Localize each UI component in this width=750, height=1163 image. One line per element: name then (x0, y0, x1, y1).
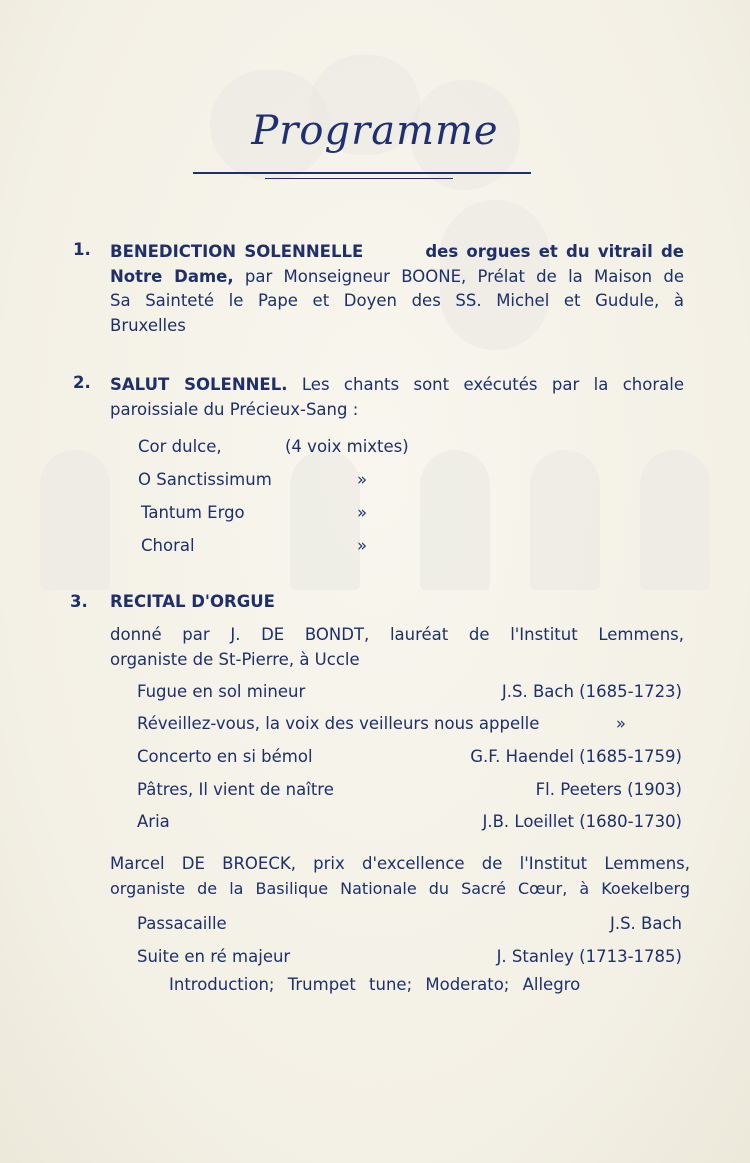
piece-composer: G.F. Haendel (1685-1759) (470, 747, 682, 766)
piece-title: Réveillez-vous, la voix des veilleurs nous appelle (137, 714, 540, 733)
chant-note: » (357, 470, 368, 489)
performer-1-line-2: organiste de St-Pierre, à Uccle (110, 649, 360, 669)
text-line: Les chants sont exécutés par la chorale (301, 375, 684, 394)
chant-name: Cor dulce, (138, 437, 222, 456)
title-underline-short (265, 178, 453, 179)
show-through-shape (640, 450, 710, 590)
item-number: 1. (73, 240, 91, 259)
chant-name: Choral (141, 536, 195, 555)
text-line: par Monseigneur BOONE, Prélat de la Maison de (244, 266, 685, 286)
item-heading: RECITAL D'ORGUE (110, 592, 275, 611)
show-through-shape (40, 450, 110, 590)
bold-phrase: Notre Dame, (110, 266, 234, 286)
chant-note: (4 voix mixtes) (285, 437, 409, 456)
item-number: 2. (73, 373, 91, 392)
item-1-block (110, 240, 684, 338)
item-heading: SALUT SOLENNEL. (110, 375, 288, 394)
piece-composer: J.S. Bach (609, 914, 682, 933)
piece-composer: J.S. Bach (1685-1723) (501, 682, 682, 701)
item-2-line-1 (110, 373, 684, 398)
item-1-line-1 (110, 240, 684, 265)
piece-composer: J. Stanley (1713-1785) (496, 947, 682, 966)
chant-note: » (357, 536, 368, 555)
item-subheading: des orgues et du vitrail de (425, 242, 685, 261)
page-title: Programme (251, 108, 499, 154)
performer-2-line-1: Marcel DE BROECK, prix d'excellence de l'Institut Lemmens, (110, 854, 690, 873)
item-2-block (110, 373, 684, 422)
item-1-line-3: Sa Sainteté le Pape et Doyen des SS. Michel et Gudule, à (110, 291, 684, 310)
piece-title: Pâtres, Il vient de naître (137, 780, 334, 799)
show-through-shape (530, 450, 600, 590)
piece-composer: Fl. Peeters (1903) (535, 780, 682, 799)
piece-composer: » (615, 714, 626, 733)
title-underline (193, 172, 531, 174)
performer-2-line-2: organiste de la Basilique Nationale du Sacré Cœur, à Koekelberg (110, 878, 690, 898)
performer-1-line-1: donné par J. DE BONDT, lauréat de l'Institut Lemmens, (110, 625, 684, 644)
suite-movements: Introduction; Trumpet tune; Moderato; Allegro (169, 975, 581, 994)
performer-2-block (110, 852, 690, 901)
chant-name: Tantum Ergo (141, 503, 245, 522)
item-2-line-2: paroissiale du Précieux-Sang : (110, 399, 359, 419)
show-through-shape (290, 450, 360, 590)
piece-title: Concerto en si bémol (137, 747, 313, 766)
chant-name: O Sanctissimum (138, 470, 272, 489)
piece-title: Passacaille (137, 914, 227, 933)
performer-1-block (110, 623, 684, 672)
piece-title: Aria (137, 812, 170, 831)
item-1-line-4: Bruxelles (110, 315, 186, 335)
item-1-line-2 (110, 265, 684, 290)
show-through-shape (420, 450, 490, 590)
piece-composer: J.B. Loeillet (1680-1730) (482, 812, 682, 831)
item-number: 3. (70, 592, 88, 611)
piece-title: Fugue en sol mineur (137, 682, 306, 701)
chant-note: » (357, 503, 368, 522)
item-heading: BENEDICTION SOLENNELLE (110, 242, 364, 261)
piece-title: Suite en ré majeur (137, 947, 291, 966)
